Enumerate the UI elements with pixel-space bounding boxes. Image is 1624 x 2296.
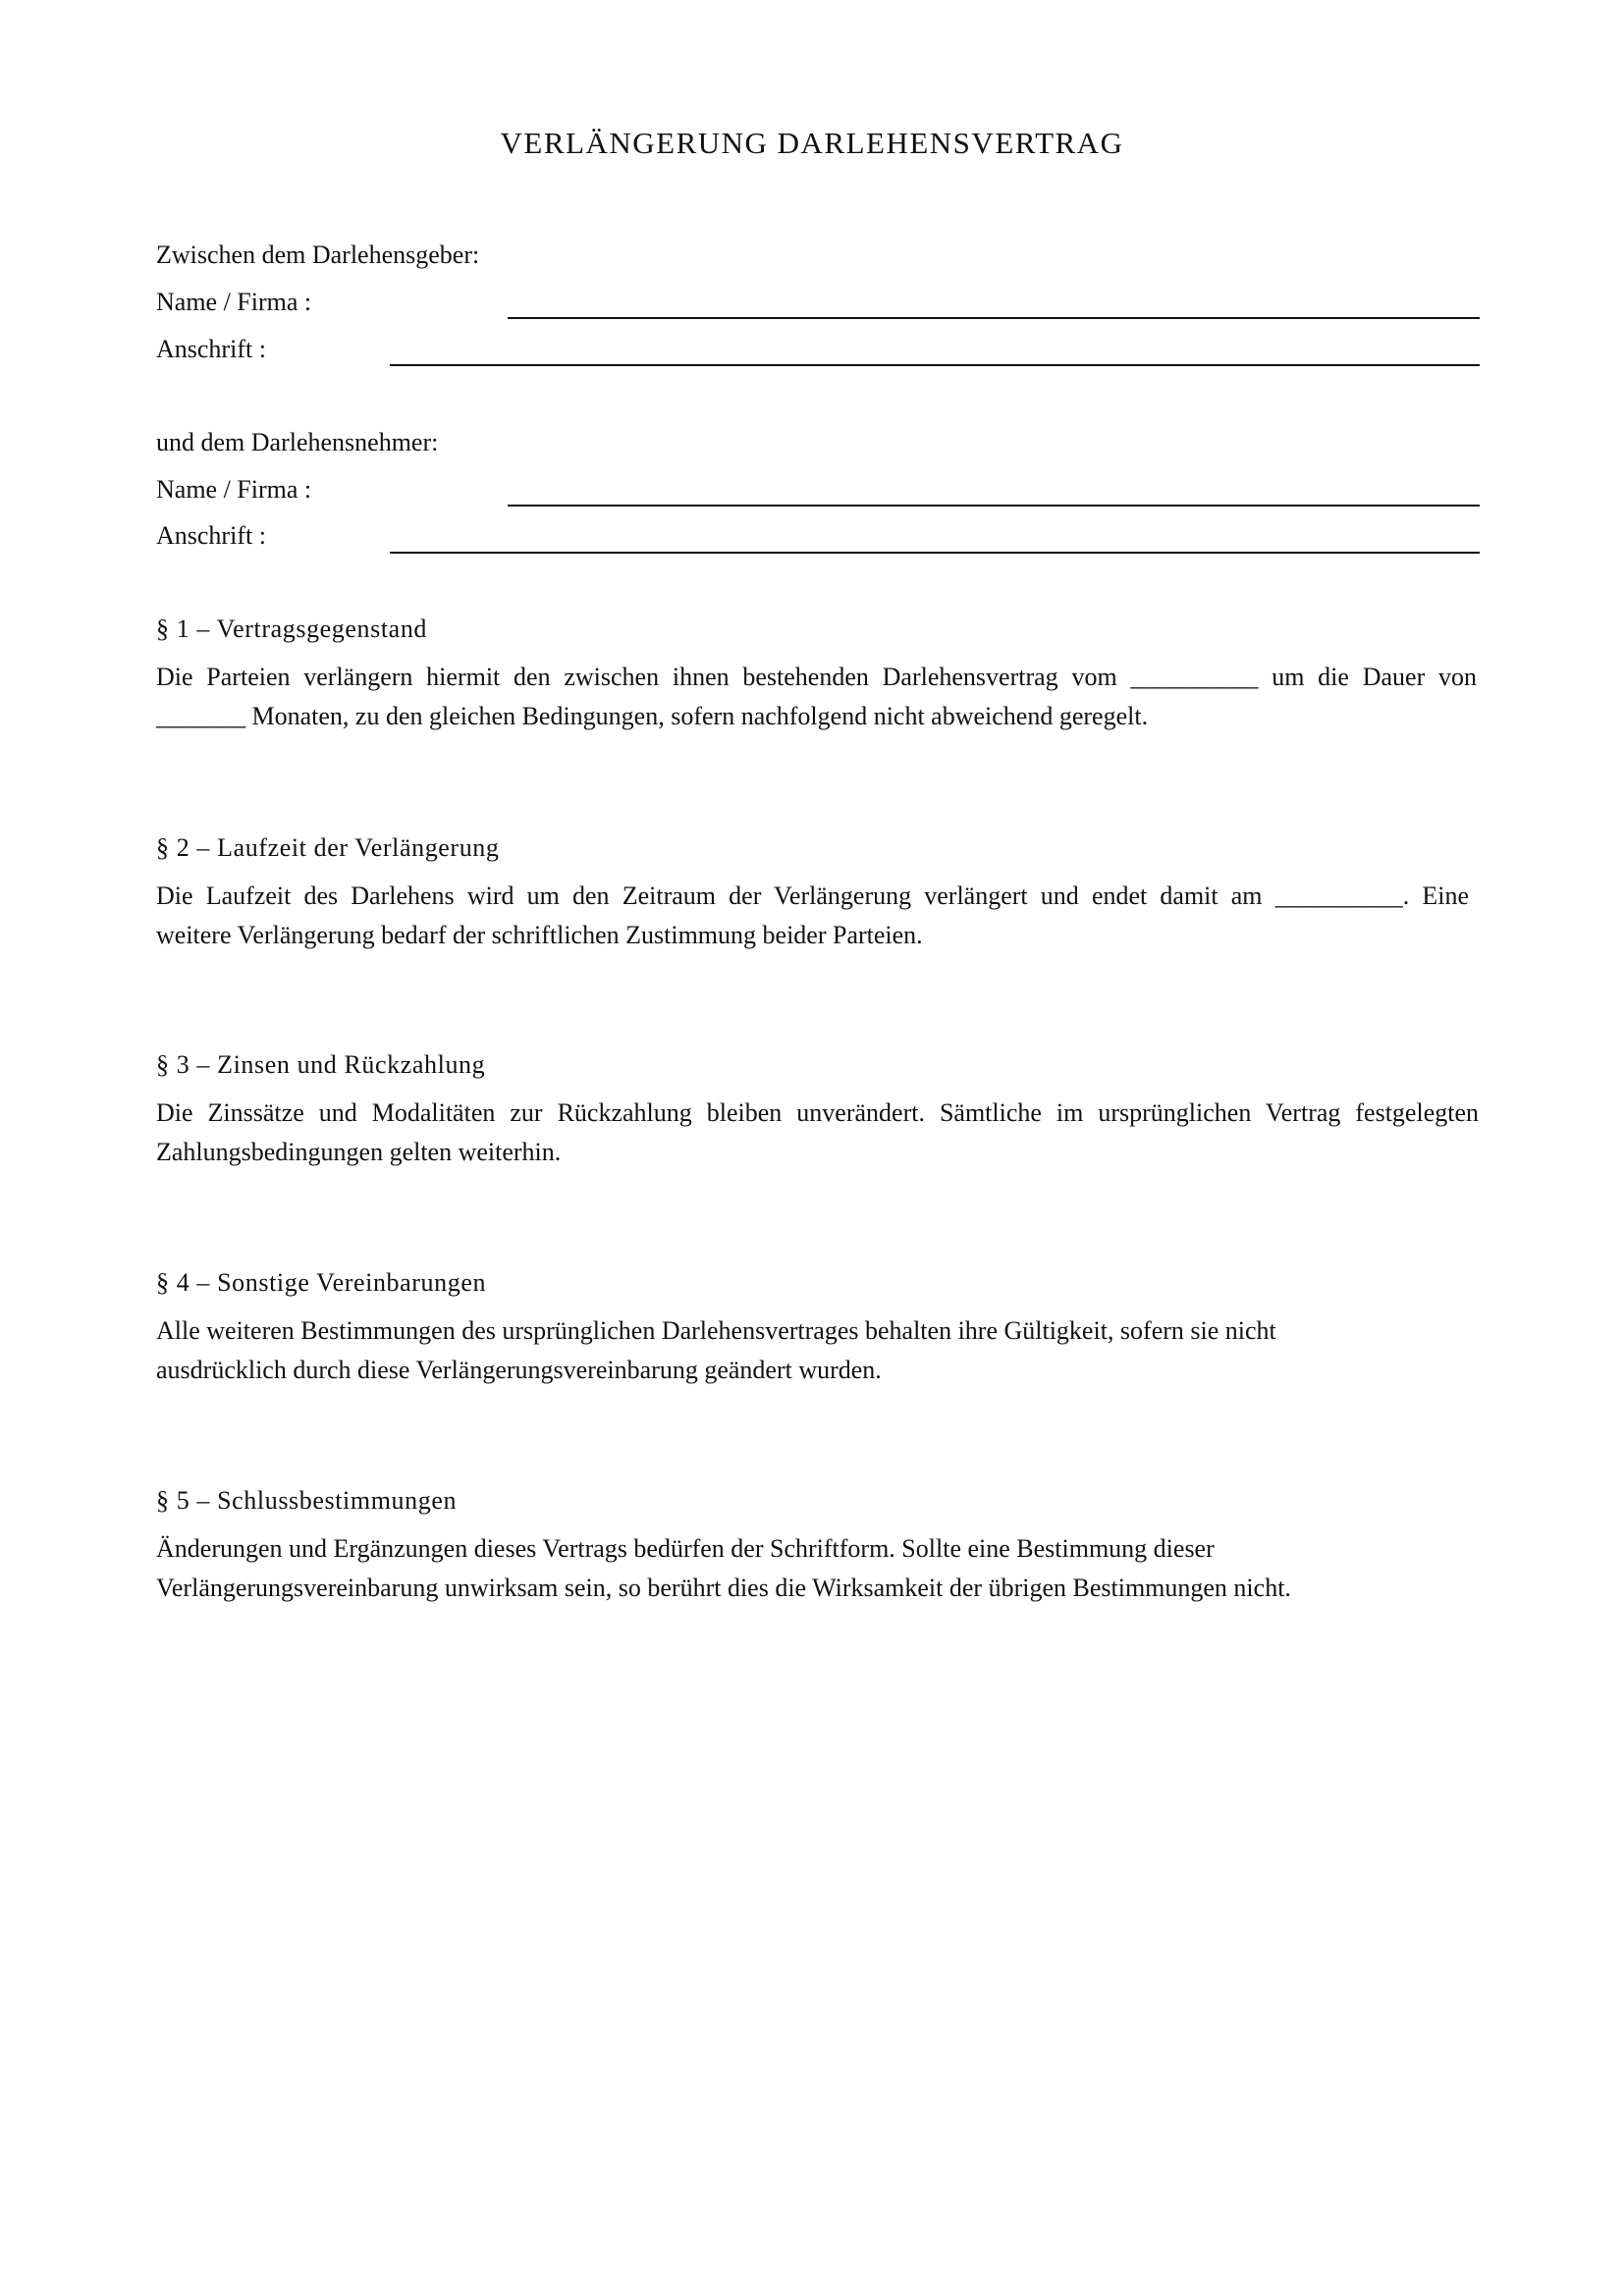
lender-intro: Zwischen dem Darlehensgeber: <box>156 240 480 269</box>
section-4-text <box>156 1311 1477 1390</box>
section-5-heading: § 5 – Schlussbestimmungen <box>156 1486 458 1515</box>
section-5-text <box>156 1529 1477 1608</box>
section-5-line-1: Änderungen und Ergänzungen dieses Vertrags bedürfen der Schriftform. Sollte eine Bestimmung dieser <box>156 1534 1215 1563</box>
section-3-line-1: Die Zinssätze und Modalitäten zur Rückzahlung bleiben unverändert. Sämtliche im ursprünglichen Vertrag festgelegten <box>156 1098 1479 1127</box>
section-1-line-2: _______ Monaten, zu den gleichen Bedingungen, sofern nachfolgend nicht abweichend geregelt. <box>156 702 1149 730</box>
section-3-heading: § 3 – Zinsen und Rückzahlung <box>156 1050 486 1079</box>
section-4-line-1: Alle weiteren Bestimmungen des ursprünglichen Darlehensvertrages behalten ihre Gültigkeit, sofern sie nicht <box>156 1316 1276 1345</box>
section-4-line-2: ausdrücklich durch diese Verlängerungsvereinbarung geändert wurden. <box>156 1356 882 1384</box>
section-4-heading: § 4 – Sonstige Vereinbarungen <box>156 1268 487 1297</box>
section-2-line-1: Die Laufzeit des Darlehens wird um den Zeitraum der Verlängerung verlängert und endet damit am __________. Eine <box>156 881 1469 910</box>
section-2-heading: § 2 – Laufzeit der Verlängerung <box>156 833 500 862</box>
section-1-text <box>156 658 1477 736</box>
lender-name-label: Name / Firma : <box>156 288 312 316</box>
borrower-address-field[interactable] <box>390 552 1480 554</box>
borrower-address-label: Anschrift : <box>156 521 266 550</box>
section-3-line-2: Zahlungsbedingungen gelten weiterhin. <box>156 1138 562 1166</box>
section-1-line-1: Die Parteien verlängern hiermit den zwischen ihnen bestehenden Darlehensvertrag vom __________ um die Dauer von <box>156 663 1477 691</box>
section-2-text <box>156 877 1477 955</box>
document-title: VERLÄNGERUNG DARLEHENSVERTRAG <box>500 126 1124 160</box>
borrower-intro: und dem Darlehensnehmer: <box>156 428 439 456</box>
section-1-heading: § 1 – Vertragsgegenstand <box>156 614 428 643</box>
section-2-line-2: weitere Verlängerung bedarf der schriftlichen Zustimmung beider Parteien. <box>156 921 923 949</box>
lender-address-field[interactable] <box>390 364 1480 366</box>
section-5-line-2: Verlängerungsvereinbarung unwirksam sein, so berührt dies die Wirksamkeit der übrigen Bestimmungen nicht. <box>156 1574 1291 1602</box>
section-3-text <box>156 1094 1477 1172</box>
lender-address-label: Anschrift : <box>156 335 266 363</box>
lender-name-field[interactable] <box>508 317 1480 319</box>
borrower-name-field[interactable] <box>508 505 1480 507</box>
borrower-name-label: Name / Firma : <box>156 475 312 504</box>
